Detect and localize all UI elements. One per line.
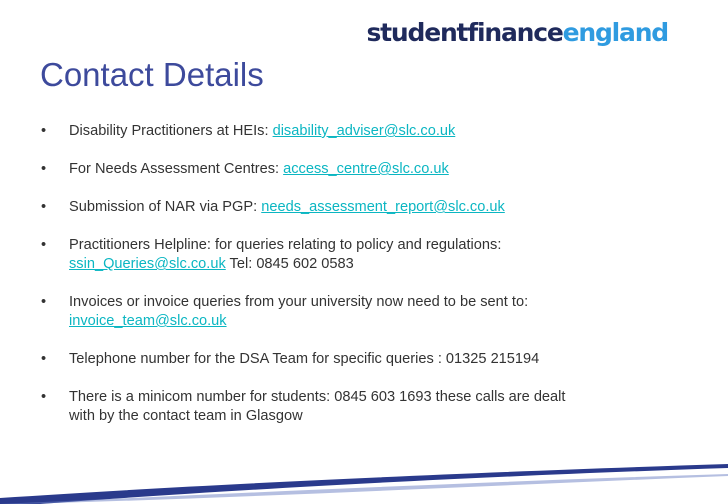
item-text: Telephone number for the DSA Team for specific queries : 01325 215194 <box>69 351 540 367</box>
bullet: • <box>41 123 47 139</box>
item-text: Disability Practitioners at HEIs: <box>69 123 273 139</box>
bullet: • <box>41 199 47 215</box>
email-link-needs-assessment-report[interactable]: needs_assessment_report@slc.co.uk <box>261 199 505 215</box>
item-text: Submission of NAR via PGP: <box>69 199 262 215</box>
logo-text-student-finance: studentfinance <box>366 18 563 47</box>
contact-list <box>40 122 700 445</box>
email-link-access-centre[interactable]: access_centre@slc.co.uk <box>283 161 449 177</box>
email-link-invoice-team[interactable]: invoice_team@slc.co.uk <box>69 313 227 329</box>
bullet: • <box>41 351 47 367</box>
contact-item-needs-assessment <box>40 160 700 179</box>
page-title: Contact Details <box>40 56 264 93</box>
logo-text-england: england <box>562 18 668 47</box>
email-link-disability-adviser[interactable]: disability_adviser@slc.co.uk <box>272 123 456 139</box>
bullet: • <box>41 389 47 405</box>
contact-item-nar <box>40 198 700 217</box>
contact-item-minicom <box>40 388 589 426</box>
email-link-ssin-queries[interactable]: ssin_Queries@slc.co.uk <box>69 256 226 272</box>
item-text: Invoices or invoice queries from your university now need to be sent to: <box>69 294 529 310</box>
contact-item-dsa-telephone <box>40 350 700 369</box>
item-text: There is a minicom number for students: 0845 603 1693 these calls are dealt with by the contact team in Glasgow <box>69 389 566 424</box>
bullet: • <box>41 237 47 253</box>
contact-item-hei <box>40 122 700 141</box>
student-finance-england-logo <box>366 20 668 45</box>
bullet: • <box>41 161 47 177</box>
contact-item-invoices <box>40 293 700 331</box>
item-text: Practitioners Helpline: for queries relating to policy and regulations: <box>69 237 502 253</box>
bullet: • <box>41 294 47 310</box>
footer-swoosh <box>0 464 728 504</box>
item-telephone: Tel: 0845 602 0583 <box>225 256 354 272</box>
item-text: For Needs Assessment Centres: <box>69 161 284 177</box>
contact-item-helpline <box>40 236 700 274</box>
